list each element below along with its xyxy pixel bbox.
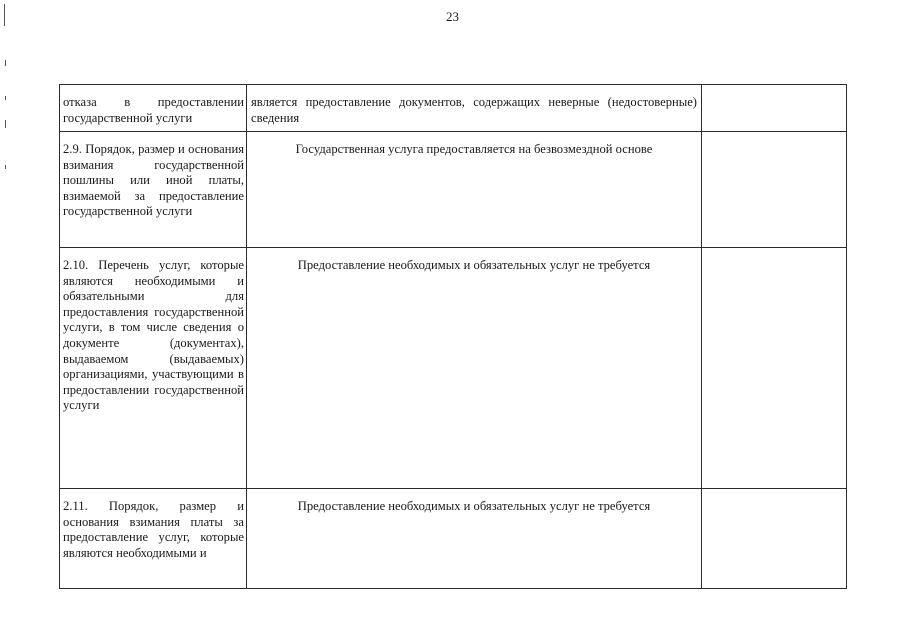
row-note-cell [702,132,847,248]
row-name-text: 2.9. Порядок, размер и основания взимания государственной пошлины или иной платы, взимаемой за предоставление государственной услуги [63,142,244,219]
row-name-cell [60,489,247,589]
table-row [60,489,847,589]
row-value-text: Предоставление необходимых и обязательных услуг не требуется [297,258,651,272]
row-value-text: является предоставление документов, содержащих неверные (недостоверные) сведения [251,95,697,125]
row-note-cell [702,85,847,132]
row-note-text [702,85,846,95]
row-name-cell [60,248,247,489]
row-name-cell [60,132,247,248]
row-name-cell [60,85,247,132]
regulation-table [59,84,847,589]
row-note-cell [702,489,847,589]
page-number: 23 [446,9,459,24]
row-value-text: Государственная услуга предоставляется на безвозмездной основе [295,142,653,156]
table-row [60,248,847,489]
row-value-cell [247,248,702,489]
row-name-text: отказа в предоставлении государственной услуги [63,95,244,125]
table-row [60,132,847,248]
row-value-text: Предоставление необходимых и обязательных услуг не требуется [297,499,651,513]
row-note-text [702,132,846,142]
row-name-text: 2.10. Перечень услуг, которые являются необходимыми и обязательными для предоставления государственной услуги, в том числе сведения о документе (документах), выдаваемом (выдаваемых) организациями, участвующими в предоставлении государственной услуги [63,258,244,413]
row-value-cell [247,132,702,248]
row-value-cell [247,85,702,132]
scan-edge-marks [0,0,10,640]
row-value-cell [247,489,702,589]
table-row [60,85,847,132]
row-name-text: 2.11. Порядок, размер и основания взимания платы за предоставление услуг, которые являются необходимыми и [63,499,244,560]
row-note-text [702,248,846,258]
row-note-text [702,489,846,499]
row-note-cell [702,248,847,489]
